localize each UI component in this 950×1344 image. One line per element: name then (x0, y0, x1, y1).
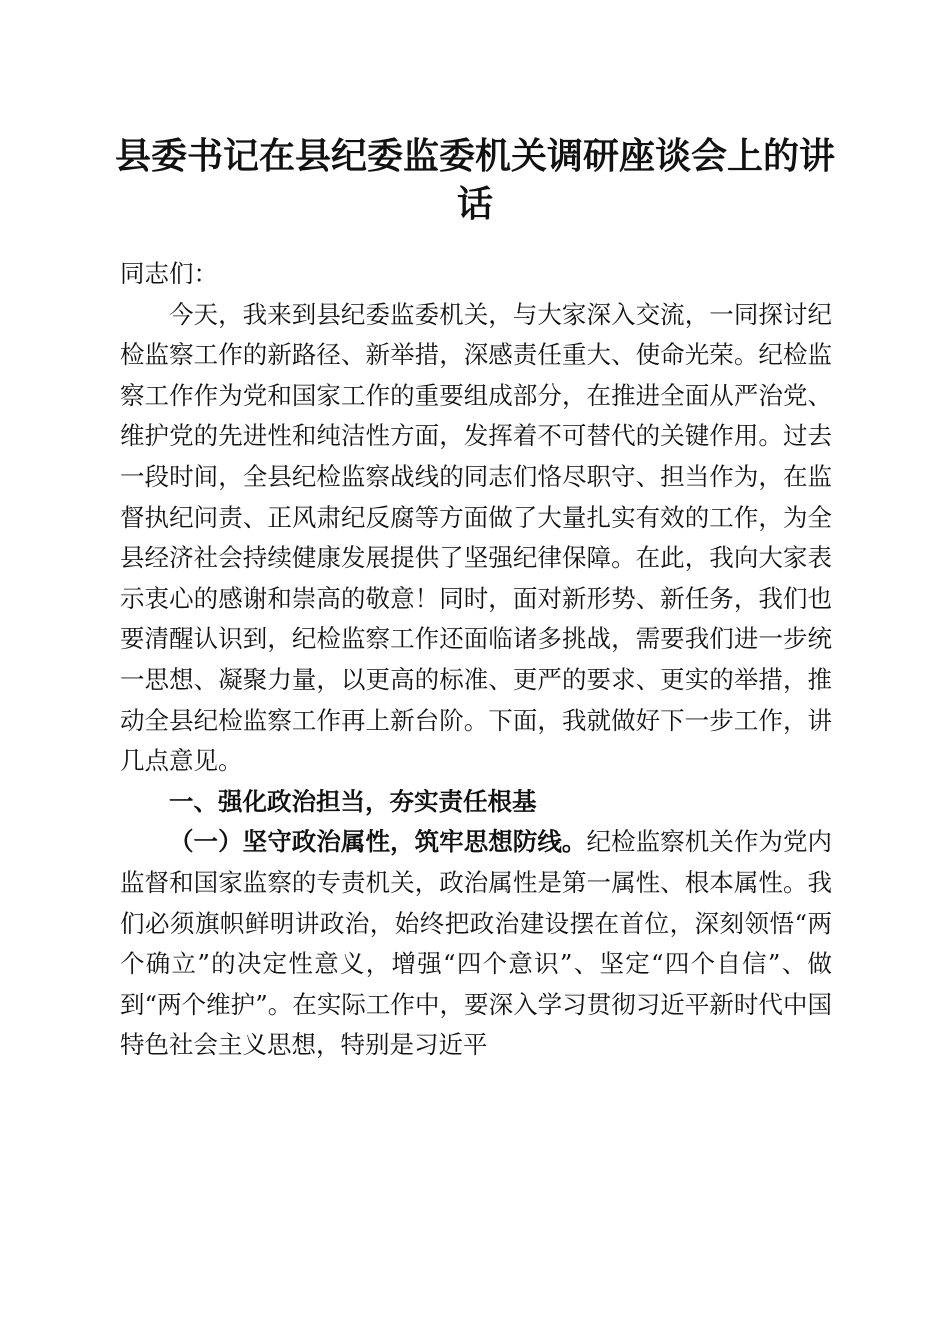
subsection-paragraph (120, 822, 832, 1066)
document-body (120, 254, 832, 1066)
section-heading: 一、强化政治担当，夯实责任根基 (169, 786, 537, 816)
intro-paragraph: 今天，我来到县纪委监委机关，与大家深入交流，一同探讨纪检监察工作的新路径、新举措，深感责任重大、使命光荣。纪检监察工作作为党和国家工作的重要组成部分，在推进全面从严治党、维护党的先进性和纯洁性方面，发挥着不可替代的关键作用。过去一段时间，全县纪检监察战线的同志们恪尽职守、担当作为，在监督执纪问责、正风肃纪反腐等方面做了大量扎实有效的工作，为全县经济社会持续健康发展提供了坚强纪律保障。在此，我向大家表示衷心的感谢和崇高的敬意！同时，面对新形势、新任务，我们也要清醒认识到，纪检监察工作还面临诸多挑战，需要我们进一步统一思想、凝聚力量，以更高的标准、更严的要求、更实的举措，推动全县纪检监察工作再上新台阶。下面，我就做好下一步工作，讲几点意见。 (120, 299, 832, 776)
subsection-text: 纪检监察机关作为党内监督和国家监察的专责机关，政治属性是第一属性、根本属性。我们必须旗帜鲜明讲政治，始终把政治建设摆在首位，深刻领悟“两个确立”的决定性意义，增强“四个意识”、坚定“四个自信”、做到“两个维护”。在实际工作中，要深入学习贯彻习近平新时代中国特色社会主义思想，特别是习近平 (120, 827, 833, 1060)
document-title: 县委书记在县纪委监委机关调研座谈会上的讲话 (114, 136, 835, 225)
salutation: 同志们： (120, 259, 218, 288)
subsection-lead: （一）坚守政治属性，筑牢思想防线。 (169, 827, 587, 857)
